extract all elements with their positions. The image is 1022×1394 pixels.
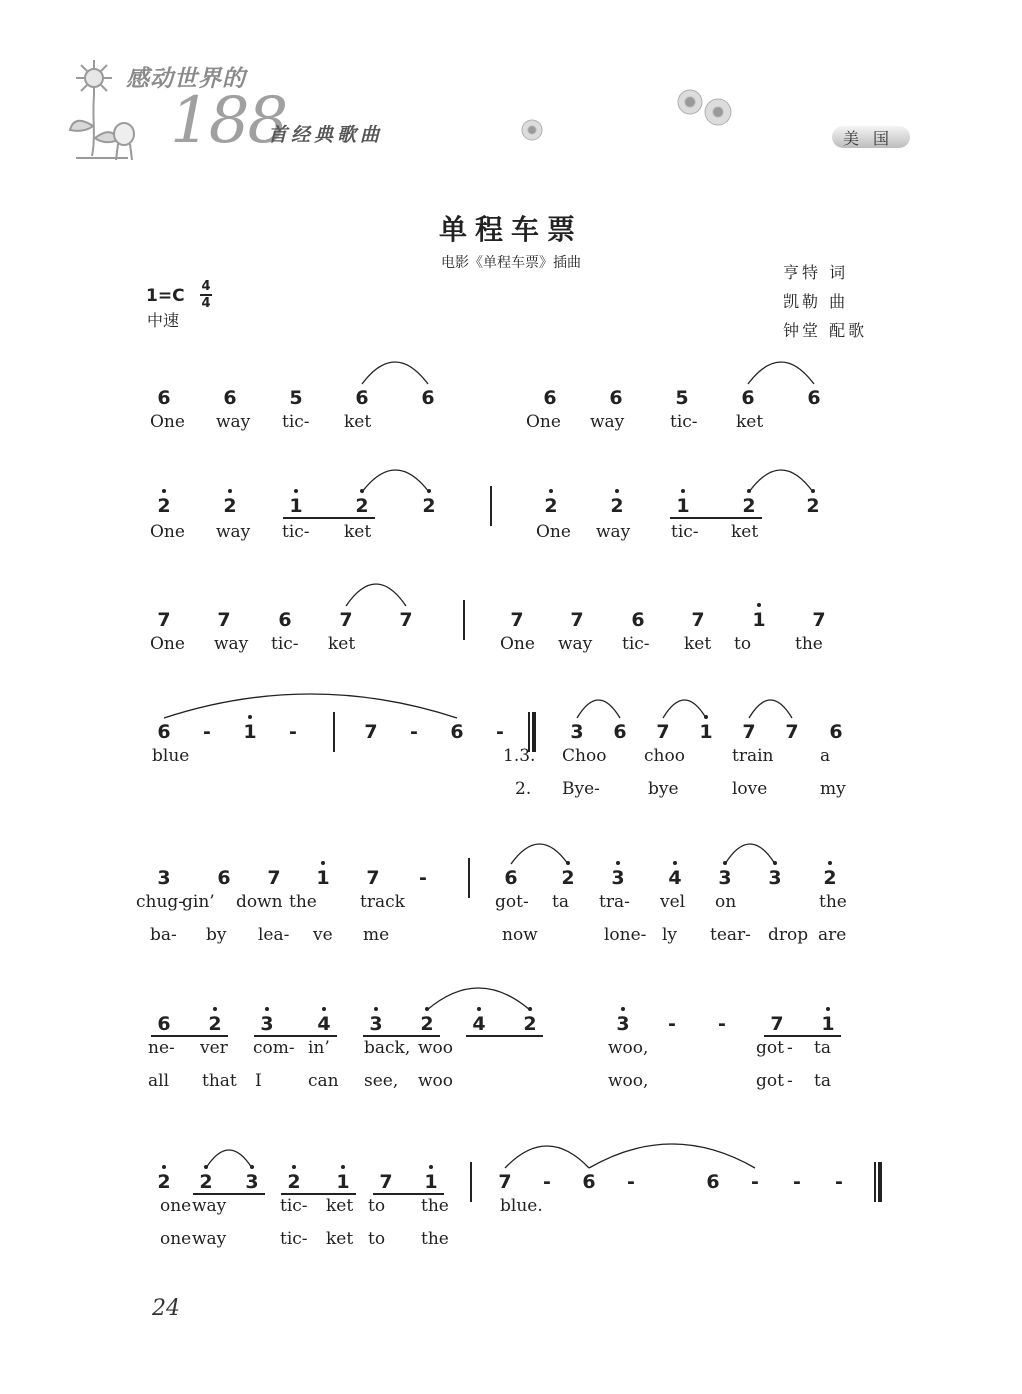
- score-note: 7: [379, 1171, 393, 1193]
- lyric-word-verse1: got: [756, 1038, 784, 1058]
- score-note: 6: [807, 387, 821, 409]
- score-note: 3: [260, 1013, 274, 1035]
- lyric-word-verse1: blue: [152, 746, 190, 766]
- key-signature: 1=C: [146, 286, 185, 306]
- score-note: 1: [316, 867, 330, 889]
- tie-arc: [346, 584, 406, 606]
- score-note: 2: [420, 1013, 434, 1035]
- lyric-word-verse1: down: [236, 892, 283, 912]
- lyric-word-verse1: One: [536, 522, 571, 542]
- score-note: 6: [355, 387, 369, 409]
- lyric-word-verse2: by: [206, 925, 227, 945]
- score-note: 2: [610, 495, 624, 517]
- lyric-word-verse1: in’: [308, 1038, 330, 1058]
- score-note: 2: [355, 495, 369, 517]
- lyric-word-verse1: ta: [552, 892, 569, 912]
- lyric-word-verse1: com-: [253, 1038, 295, 1058]
- lyric-word-verse2: one: [160, 1229, 192, 1249]
- score-note: 6: [421, 387, 435, 409]
- lyric-word-verse1: ket: [326, 1196, 354, 1216]
- lyric-word-verse1: tic-: [282, 522, 310, 542]
- score-note: 2: [157, 1171, 171, 1193]
- lyric-word-verse2: to: [368, 1229, 386, 1249]
- country-label: 美国: [843, 129, 904, 148]
- tie-arc: [577, 700, 620, 718]
- lyric-word-verse1: One: [526, 412, 561, 432]
- lyric-word-verse2: ba-: [150, 925, 177, 945]
- lyric-word-verse1: a: [820, 746, 831, 766]
- score-note: 2: [422, 495, 436, 517]
- lyric-word-verse1: ver: [200, 1038, 228, 1058]
- score-note: 3: [611, 867, 625, 889]
- score-note: 5: [675, 387, 689, 409]
- lyric-word-verse1: Choo: [562, 746, 607, 766]
- score-note: 3: [245, 1171, 259, 1193]
- lyric-word-verse1: train: [732, 746, 774, 766]
- score-note: -: [751, 1171, 759, 1193]
- lyric-word-verse2: -: [787, 1071, 793, 1091]
- lyric-word-verse2: see,: [364, 1071, 399, 1091]
- score-note: 6: [157, 387, 171, 409]
- score-note: -: [627, 1171, 635, 1193]
- lyric-word-verse1: woo,: [608, 1038, 649, 1058]
- score-note: 4: [668, 867, 682, 889]
- lyric-word-verse2: I: [255, 1071, 262, 1091]
- lyric-word-verse1: -: [787, 1038, 793, 1058]
- tie-arc: [362, 362, 428, 384]
- score-note: 7: [691, 609, 705, 631]
- score-note: 7: [267, 867, 281, 889]
- score-note: 2: [523, 1013, 537, 1035]
- lyric-word-verse2: me: [363, 925, 390, 945]
- score-note: 4: [317, 1013, 331, 1035]
- score-note: 7: [217, 609, 231, 631]
- lyric-word-verse1: track: [360, 892, 405, 912]
- tie-arc: [749, 700, 792, 718]
- score-note: 2: [287, 1171, 301, 1193]
- lyric-word-verse2: ly: [662, 925, 678, 945]
- tie-arc: [663, 700, 706, 718]
- score-note: 1: [336, 1171, 350, 1193]
- score-note: 3: [616, 1013, 630, 1035]
- lyric-word-verse2: ta: [814, 1071, 831, 1091]
- lyric-word-verse2: my: [820, 779, 846, 799]
- score-note: 6: [157, 721, 171, 743]
- score-note: 2: [199, 1171, 213, 1193]
- lyric-word-verse2: lone-: [604, 925, 647, 945]
- lyric-word-verse1: tra-: [599, 892, 630, 912]
- lyric-word-verse1: One: [150, 412, 185, 432]
- score-note: -: [410, 721, 418, 743]
- score-note: 3: [157, 867, 171, 889]
- lyric-word-verse1: choo: [644, 746, 685, 766]
- page-number: 24: [152, 1296, 180, 1321]
- tie-arc: [505, 1146, 589, 1168]
- score-note: 1: [676, 495, 690, 517]
- score-note: 2: [561, 867, 575, 889]
- score-note: 1: [289, 495, 303, 517]
- score-note: 3: [768, 867, 782, 889]
- lyric-word-verse2: got: [756, 1071, 784, 1091]
- lyric-word-verse1: ket: [344, 412, 372, 432]
- lyric-word-verse1: to: [734, 634, 752, 654]
- score-note: 6: [157, 1013, 171, 1035]
- lyric-word-verse2: ve: [313, 925, 333, 945]
- lyric-word-verse2: way: [192, 1229, 227, 1249]
- lyric-word-verse2: Bye-: [562, 779, 600, 799]
- tempo-marking: 中速: [147, 311, 180, 330]
- score-note: 6: [829, 721, 843, 743]
- tie-arc: [164, 694, 457, 718]
- lyric-word-verse2: tear-: [710, 925, 751, 945]
- lyric-word-verse2: drop: [768, 925, 809, 945]
- score-note: 7: [498, 1171, 512, 1193]
- score-note: 6: [223, 387, 237, 409]
- tie-arc: [748, 362, 814, 384]
- lyric-word-verse1: ket: [328, 634, 356, 654]
- lyric-word-verse1: ket: [736, 412, 764, 432]
- score-note: 7: [510, 609, 524, 631]
- tie-arc: [589, 1144, 755, 1168]
- lyric-word-verse1: tic-: [282, 412, 310, 432]
- lyric-word-verse1: ne-: [148, 1038, 175, 1058]
- lyric-word-verse2: that: [202, 1071, 237, 1091]
- score-note: 6: [450, 721, 464, 743]
- score-note: 6: [609, 387, 623, 409]
- lyric-word-verse1: One: [150, 522, 185, 542]
- lyric-word-verse2: love: [732, 779, 768, 799]
- score-note: 2: [223, 495, 237, 517]
- score-note: 7: [157, 609, 171, 631]
- lyric-word-verse1: tic-: [271, 634, 299, 654]
- score-note: 1: [752, 609, 766, 631]
- score-note: 2: [208, 1013, 222, 1035]
- score-note: -: [793, 1171, 801, 1193]
- score-note: 7: [785, 721, 799, 743]
- tie-arc: [362, 470, 429, 492]
- lyric-word-verse1: ket: [684, 634, 712, 654]
- lyric-word-verse2: all: [148, 1071, 170, 1091]
- lyric-word-verse2: can: [308, 1071, 339, 1091]
- score-note: 2: [544, 495, 558, 517]
- score-note: 6: [631, 609, 645, 631]
- score-note: -: [718, 1013, 726, 1035]
- lyric-word-verse1: the: [819, 892, 847, 912]
- score-note: 6: [217, 867, 231, 889]
- score-note: 4: [472, 1013, 486, 1035]
- lyric-word-verse2: 2.: [515, 779, 532, 799]
- score-note: -: [543, 1171, 551, 1193]
- score-note: 3: [369, 1013, 383, 1035]
- score-note: 2: [806, 495, 820, 517]
- tie-arc: [511, 844, 568, 864]
- lyricist-credit: 亨特 词: [783, 263, 849, 282]
- lyric-word-verse1: tic-: [670, 412, 698, 432]
- score-note: 7: [812, 609, 826, 631]
- score-note: 6: [741, 387, 755, 409]
- score-note: 7: [364, 721, 378, 743]
- lyric-word-verse1: way: [596, 522, 631, 542]
- score-note: 6: [582, 1171, 596, 1193]
- tie-arc: [427, 988, 530, 1010]
- time-numerator: 4: [201, 279, 211, 294]
- lyric-word-verse2: bye: [648, 779, 679, 799]
- time-denominator: 4: [201, 295, 211, 311]
- score-note: -: [496, 721, 504, 743]
- score-note: -: [289, 721, 297, 743]
- score-note: 2: [823, 867, 837, 889]
- tie-arc: [725, 844, 775, 864]
- score-note: 3: [718, 867, 732, 889]
- tie-arc: [749, 470, 813, 492]
- lyric-word-verse2: tic-: [280, 1229, 308, 1249]
- score-note: 5: [289, 387, 303, 409]
- lyric-word-verse1: ta: [814, 1038, 831, 1058]
- score-note: 7: [339, 609, 353, 631]
- score-note: 6: [543, 387, 557, 409]
- lyric-word-verse2: lea-: [258, 925, 290, 945]
- lyric-word-verse1: way: [558, 634, 593, 654]
- lyric-word-verse1: the: [421, 1196, 449, 1216]
- score-note: 6: [706, 1171, 720, 1193]
- song-title: 单程车票: [438, 213, 583, 246]
- lyric-word-verse1: got-: [495, 892, 529, 912]
- book-title-line1: 感动世界的: [126, 66, 246, 92]
- lyric-word-verse1: way: [590, 412, 625, 432]
- book-number: 188: [170, 84, 287, 158]
- score-note: 3: [570, 721, 584, 743]
- lyric-word-verse1: One: [500, 634, 535, 654]
- lyric-word-verse2: woo,: [608, 1071, 649, 1091]
- lyric-word-verse1: way: [216, 412, 251, 432]
- score-note: 7: [570, 609, 584, 631]
- score-note: 6: [504, 867, 518, 889]
- lyric-word-verse2: the: [421, 1229, 449, 1249]
- score-note: 1: [424, 1171, 438, 1193]
- score-note: -: [668, 1013, 676, 1035]
- score-note: 1: [699, 721, 713, 743]
- lyric-word-verse1: way: [214, 634, 249, 654]
- lyric-word-verse1: blue.: [500, 1196, 543, 1216]
- song-subtitle: 电影《单程车票》插曲: [441, 255, 581, 271]
- lyric-word-verse1: 1.3.: [503, 746, 536, 766]
- score-note: 7: [399, 609, 413, 631]
- book-title-line2: 首经典歌曲: [268, 124, 384, 146]
- score-note: -: [203, 721, 211, 743]
- lyric-word-verse1: back,: [364, 1038, 411, 1058]
- score-note: 1: [821, 1013, 835, 1035]
- lyric-word-verse1: chug-: [136, 892, 185, 912]
- score-note: 6: [613, 721, 627, 743]
- lyric-word-verse1: way: [192, 1196, 227, 1216]
- composer-credit: 凯勒 曲: [783, 292, 849, 311]
- lyric-word-verse1: the: [795, 634, 823, 654]
- score-note: 7: [366, 867, 380, 889]
- lyric-word-verse1: vel: [660, 892, 686, 912]
- lyric-word-verse1: gin’: [182, 892, 215, 912]
- lyric-word-verse1: One: [150, 634, 185, 654]
- score-note: 1: [243, 721, 257, 743]
- score-note: -: [419, 867, 427, 889]
- lyric-word-verse2: woo: [418, 1071, 454, 1091]
- lyric-word-verse2: are: [818, 925, 847, 945]
- tie-arc: [206, 1150, 252, 1168]
- score-note: 7: [742, 721, 756, 743]
- lyric-word-verse1: to: [368, 1196, 386, 1216]
- score-note: 2: [742, 495, 756, 517]
- lyric-word-verse1: on: [715, 892, 737, 912]
- score-note: 6: [278, 609, 292, 631]
- lyric-word-verse1: the: [289, 892, 317, 912]
- lyric-word-verse1: tic-: [280, 1196, 308, 1216]
- score-note: 7: [770, 1013, 784, 1035]
- lyric-word-verse1: woo: [418, 1038, 454, 1058]
- score-note: 2: [157, 495, 171, 517]
- lyric-word-verse1: ket: [731, 522, 759, 542]
- lyric-word-verse1: ket: [344, 522, 372, 542]
- lyric-word-verse2: now: [502, 925, 538, 945]
- lyric-word-verse1: tic-: [671, 522, 699, 542]
- arranger-credit: 钟堂 配歌: [783, 321, 868, 340]
- lyric-word-verse1: one: [160, 1196, 192, 1216]
- lyric-word-verse2: ket: [326, 1229, 354, 1249]
- lyric-word-verse1: tic-: [622, 634, 650, 654]
- lyric-word-verse1: way: [216, 522, 251, 542]
- score-note: 7: [656, 721, 670, 743]
- score-note: -: [835, 1171, 843, 1193]
